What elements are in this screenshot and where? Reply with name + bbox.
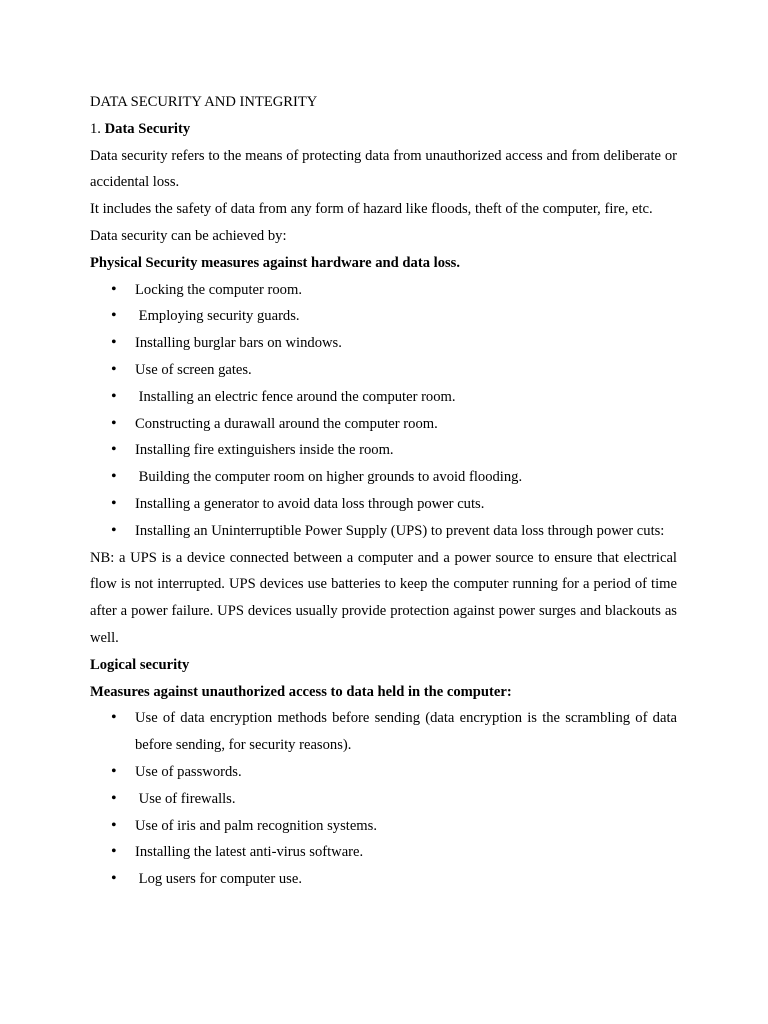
physical-security-heading: Physical Security measures against hardware and data loss. — [90, 254, 460, 271]
list-item-text: Installing an Uninterruptible Power Supply (UPS) to prevent data loss through power cuts: — [135, 522, 665, 539]
list-item-text: Use of data encryption methods before sending (data encryption is the scrambling of data before sending, for security reasons). — [135, 710, 677, 754]
list-item-text: Use of firewalls. — [135, 790, 236, 807]
paragraph-achieved-by: Data security can be achieved by: — [90, 227, 287, 244]
list-item-text: Use of iris and palm recognition systems. — [135, 817, 377, 834]
bullet-icon: • — [111, 387, 117, 405]
list-item — [90, 437, 677, 464]
logical-security-subheading: Measures against unauthorized access to data held in the computer: — [90, 683, 512, 700]
bullet-icon: • — [111, 521, 117, 539]
bullet-icon: • — [111, 494, 117, 512]
list-item — [90, 303, 677, 330]
bullet-icon: • — [111, 307, 117, 325]
bullet-icon: • — [111, 334, 117, 352]
list-item-text: Locking the computer room. — [135, 281, 302, 298]
list-item — [90, 464, 677, 491]
list-item — [90, 357, 677, 384]
section-number: 1. — [90, 120, 101, 137]
bullet-icon: • — [111, 870, 117, 888]
list-item-text: Log users for computer use. — [135, 871, 302, 888]
bullet-icon: • — [111, 360, 117, 378]
list-item-text: Installing fire extinguishers inside the room. — [135, 442, 394, 459]
bullet-icon: • — [111, 762, 117, 780]
list-item — [90, 839, 677, 866]
list-item-text: Building the computer room on higher grounds to avoid flooding. — [135, 469, 523, 486]
list-item-text: Installing burglar bars on windows. — [135, 335, 342, 352]
physical-security-list — [90, 277, 677, 545]
list-item-text: Installing an electric fence around the computer room. — [135, 388, 456, 405]
list-item — [90, 411, 677, 438]
bullet-icon: • — [111, 789, 117, 807]
section-heading — [90, 116, 677, 143]
section-heading-text: Data Security — [104, 120, 191, 137]
list-item — [90, 277, 677, 304]
list-item-text: Installing the latest anti-virus software. — [135, 844, 364, 861]
paragraph-definition: Data security refers to the means of protecting data from unauthorized access and from deliberate or accidental loss. — [90, 147, 677, 191]
list-item-text: Use of passwords. — [135, 763, 242, 780]
bullet-icon: • — [111, 441, 117, 459]
bullet-icon: • — [111, 843, 117, 861]
list-item — [90, 759, 677, 786]
document-page — [90, 89, 677, 893]
bullet-icon: • — [111, 280, 117, 298]
logical-security-heading: Logical security — [90, 656, 190, 673]
bullet-icon: • — [111, 468, 117, 486]
list-item — [90, 384, 677, 411]
list-item — [90, 786, 677, 813]
paragraph-ups-note: NB: a UPS is a device connected between a computer and a power source to ensure that electrical flow is not interrupted. UPS devices use batteries to keep the computer running for a period of time after a power failure. UPS devices usually provide protection against power surges and blackouts as well. — [90, 549, 677, 646]
bullet-icon: • — [111, 414, 117, 432]
bullet-icon: • — [111, 709, 117, 727]
list-item-text: Use of screen gates. — [135, 361, 252, 378]
list-item — [90, 330, 677, 357]
list-item — [90, 518, 677, 545]
list-item-text: Installing a generator to avoid data loss through power cuts. — [135, 495, 485, 512]
paragraph-safety: It includes the safety of data from any form of hazard like floods, theft of the computer, fire, etc. — [90, 201, 653, 218]
list-item — [90, 491, 677, 518]
list-item — [90, 866, 677, 893]
list-item — [90, 705, 677, 759]
document-title: DATA SECURITY AND INTEGRITY — [90, 94, 318, 110]
list-item-text: Employing security guards. — [135, 308, 300, 325]
logical-security-list — [90, 705, 677, 893]
list-item-text: Constructing a durawall around the computer room. — [135, 415, 438, 432]
bullet-icon: • — [111, 816, 117, 834]
list-item — [90, 813, 677, 840]
